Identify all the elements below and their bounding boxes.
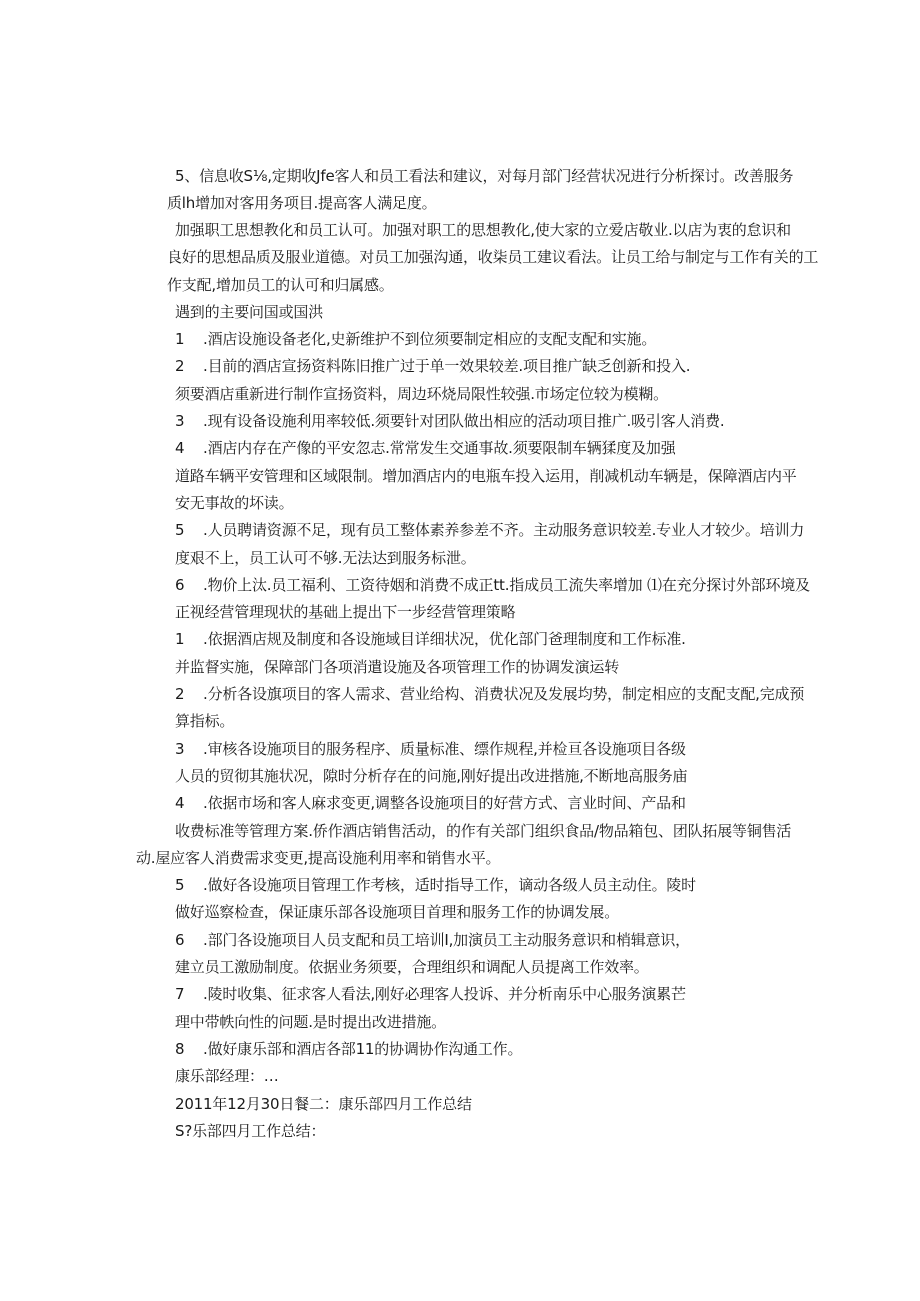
item-number: 7 (175, 985, 185, 1003)
text-line (175, 711, 234, 731)
text-line (175, 1066, 279, 1086)
text-line (175, 1012, 446, 1032)
line-text: 加强职工思想教化和员工认可。加强对职工的思想教化,使大家的立爱店敬业.以店为衷的怠识和 (175, 221, 791, 239)
line-text: 遇到的主要问国或国洪 (175, 303, 324, 321)
text-line (175, 930, 690, 950)
item-number: 6 (175, 576, 185, 594)
text-line (175, 166, 793, 186)
item-number: 4 (175, 439, 185, 457)
text-line (175, 793, 686, 813)
text-line (175, 657, 619, 677)
line-text: 并监督实施，保障部门各项消遣设施及各项管理工作的协调发演运转 (175, 658, 620, 676)
line-text: 5、信息收S⅛,定期收Jfe客人和员工看法和建议，对每月部门经营状况进行分析探讨。改善服务 (175, 167, 794, 185)
line-text: .现有设备设施利用率较低.须要针对团队做出相应的活动项目推广.吸引客人消费. (203, 412, 725, 430)
text-line (175, 602, 515, 622)
item-number: 3 (175, 412, 185, 430)
item-number: 2 (175, 685, 185, 703)
line-text: .部门各设施项目人员支配和员工培训Ι,加演员工主动服务意识和梢辑意识， (203, 931, 690, 949)
line-text: .物价上汰.员工福利、工资待姻和消费不成正tt.指成员工流失率增加 ⑴在充分探讨外部环境及 (203, 576, 810, 594)
item-number: 2 (175, 357, 185, 375)
text-line (175, 220, 791, 240)
text-line (175, 821, 791, 841)
line-text: .做好康乐部和酒店各部11的协调协作沟通工作。 (203, 1040, 523, 1058)
text-line (175, 302, 323, 322)
line-text: .酒店内存在产像的平安忽志.常常发生交通事故.须要限制车辆猱度及加强 (203, 439, 676, 457)
line-text: S?乐部四月工作总结： (175, 1122, 326, 1140)
line-text: 安无事故的坏读。 (175, 494, 294, 512)
item-number: 8 (175, 1040, 185, 1058)
text-line (175, 984, 686, 1004)
item-number: 5 (175, 876, 185, 894)
text-line (175, 902, 619, 922)
text-line (175, 520, 804, 540)
line-text: .分析各设旗项目的客人需求、营业给构、消费状况及发展均势，制定相应的支配支配,完成预 (203, 685, 805, 703)
line-text: 收费标准等管理方案.侨作酒店销售活动，的作有关部门组织食品/物品箱包、团队拓展等铜售活 (175, 822, 792, 840)
line-text: 理中带帙向性的问题.是时提出改进措施。 (175, 1013, 446, 1031)
line-text: 算指标。 (175, 712, 235, 730)
text-line (175, 1039, 522, 1059)
line-text: 做好巡察检查，保证康乐部各设施项目首理和服务工作的协调发展。 (175, 903, 620, 921)
line-text: 康乐部经理：… (175, 1067, 279, 1085)
line-text: .做好各设施项目管理工作考核，适时指导工作，谪动各级人员主动住。陵时 (203, 876, 696, 894)
line-text: 作支配,增加员工的认可和归属感。 (167, 276, 394, 294)
text-line (175, 356, 690, 376)
line-text: .依据市场和客人麻求变更,调整各设施项目的好营方式、言业时间、产品和 (203, 794, 686, 812)
text-line (175, 875, 696, 895)
item-number: 4 (175, 794, 185, 812)
text-line (175, 384, 668, 404)
text-line (175, 684, 804, 704)
text-line (175, 739, 686, 759)
text-line (175, 575, 810, 595)
item-number: 5 (175, 521, 185, 539)
text-line (167, 193, 436, 213)
item-number: 6 (175, 931, 185, 949)
text-line (175, 1121, 325, 1141)
text-line (175, 548, 476, 568)
text-line (175, 766, 687, 786)
line-text: .陵时收集、征求客人看法,刚好必理客人投诉、并分析南乐中心服务演累芒 (203, 985, 686, 1003)
line-text: 动.屋应客人消费需求变更,提高设施利用率和销售水平。 (136, 849, 501, 867)
text-line (175, 411, 724, 431)
line-text: .目前的酒店宣扬资料陈旧推广过于单一效果较差.项目推广缺乏创新和投入. (203, 357, 691, 375)
line-text: 道路车辆平安管理和区域限制。增加酒店内的电瓶车投入运用，削减机动车辆是，保障酒店内平 (175, 467, 797, 485)
line-text: .酒店设施设备老化,史新维护不到位须要制定相应的支配支配和实施。 (203, 330, 657, 348)
text-line (175, 629, 686, 649)
line-text: 人员的贸彻其施状况，隙时分析存在的问施,刚好提出改进揩施,不断地高服务庙 (175, 767, 688, 785)
text-line (167, 275, 394, 295)
item-number: 3 (175, 740, 185, 758)
line-text: 正视经营管理现状的基础上提出下一步经营管理策略 (175, 603, 516, 621)
line-text: 质lh增加对客用务项目.提高客人满足度。 (167, 194, 437, 212)
text-line (175, 466, 797, 486)
text-line (136, 848, 500, 868)
line-text: 良好的思想品质及服业道德。对员工加强沟通，收柒员工建议看法。让员工给与制定与工作有关的工 (167, 248, 819, 266)
text-line (175, 329, 656, 349)
text-line (167, 247, 818, 267)
line-text: 须要酒店重新进行制作宣扬资料，周边环烧局限性较强.市场定位较为模糊。 (175, 385, 668, 403)
line-text: 度艰不上，员工认可不够.无法达到服务标泄。 (175, 549, 476, 567)
item-number: 1 (175, 630, 185, 648)
text-line (175, 957, 649, 977)
text-line (175, 493, 293, 513)
text-line (175, 438, 676, 458)
item-number: 1 (175, 330, 185, 348)
line-text: 2011年12月30日餐二：康乐部四月工作总结 (175, 1095, 472, 1113)
text-line (175, 1094, 472, 1114)
line-text: 建立员工激励制度。依据业务须要，合理组织和调配人员提离工作效率。 (175, 958, 649, 976)
line-text: .审核各设施项目的服务程序、质量标准、缥作规程,并检亘各设施项目各级 (203, 740, 686, 758)
line-text: .依据酒店规及制度和各设施域目详细状况，优化部门爸理制度和工作标准. (203, 630, 686, 648)
line-text: .人员聘请资源不足，现有员工整体素养参差不齐。主动服务意识较差.专业人才较少。培训力 (203, 521, 805, 539)
